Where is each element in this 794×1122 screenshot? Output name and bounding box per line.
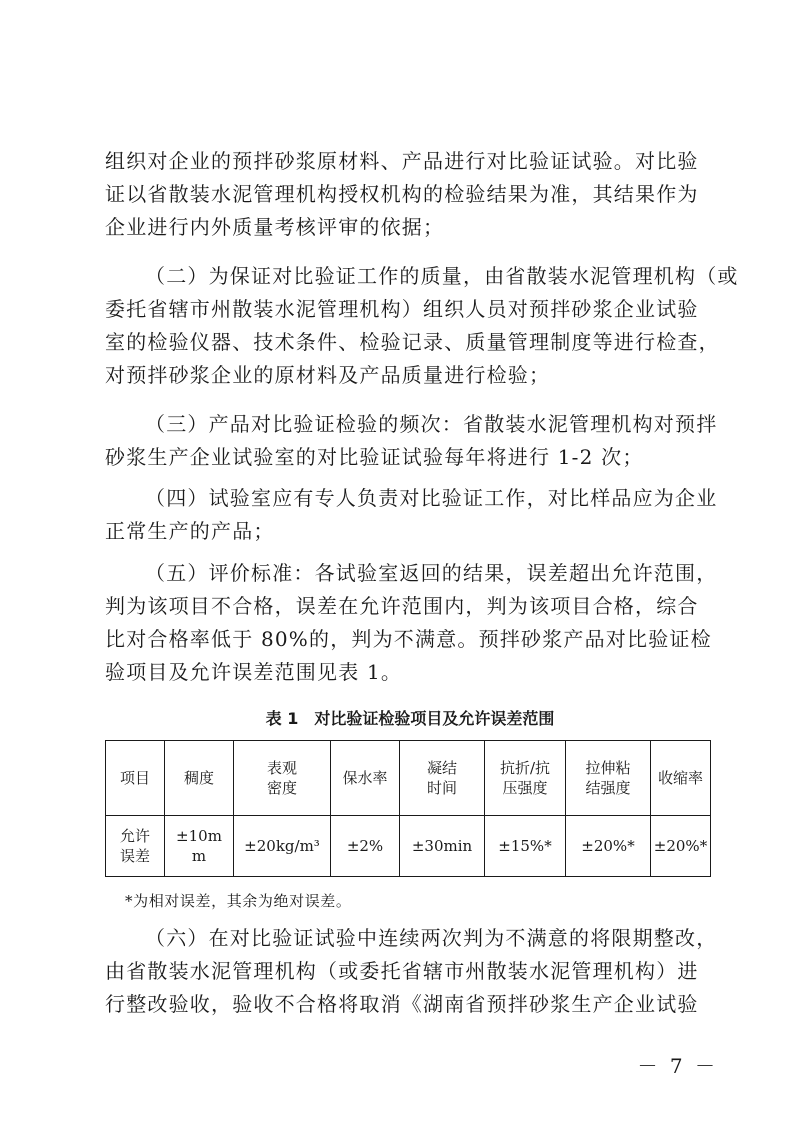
text-line: 委托省辖市州散装水泥管理机构）组织人员对预拌砂浆企业试验 [105,297,699,321]
value-cell: ±15%* [485,816,566,877]
header-cell: 凝结 时间 [400,741,485,816]
value-cell: ±20kg/m³ [234,816,331,877]
header-cell: 稠度 [165,741,234,816]
text-line: 行整改验收，验收不合格将取消《湖南省预拌砂浆生产企业试验 [105,992,699,1016]
header-cell: 抗折/抗 压强度 [485,741,566,816]
text-line: （二）为保证对比验证工作的质量，由省散装水泥管理机构（或 [145,264,739,288]
value-cell: ±20%* [651,816,711,877]
text-line: 砂浆生产企业试验室的对比验证试验每年将进行 1-2 次； [105,445,644,469]
text-line: （四）试验室应有专人负责对比验证工作，对比样品应为企业 [145,486,718,510]
header-cell: 收缩率 [651,741,711,816]
text-line: 比对合格率低于 80%的，判为不满意。预拌砂浆产品对比验证检 [105,627,712,651]
text-line: （五）评价标准：各试验室返回的结果，误差超出允许范围， [145,561,718,585]
text-line: 判为该项目不合格，误差在允许范围内，判为该项目合格，综合 [105,594,699,618]
tolerance-table [105,740,711,877]
text-line: 组织对企业的预拌砂浆原材料、产品进行对比验证试验。对比验 [105,149,699,173]
paragraph-4 [105,482,718,548]
value-cell: ±20%* [566,816,651,877]
paragraph-1 [105,145,715,244]
text-line: （三）产品对比验证检验的频次：省散装水泥管理机构对预拌 [145,412,718,436]
header-cell: 表观 密度 [234,741,331,816]
header-cell: 拉伸粘 结强度 [566,741,651,816]
value-cell: ±10m m [165,816,234,877]
value-cell: ±2% [331,816,400,877]
paragraph-5 [105,557,718,689]
text-line: 正常生产的产品； [105,519,275,543]
page-number: － 7 － [637,1054,718,1078]
table-note: *为相对误差，其余为绝对误差。 [125,892,352,910]
row-label-cell: 允许 误差 [106,816,165,877]
text-line: 室的检验仪器、技术条件、检验记录、质量管理制度等进行检查， [105,330,720,354]
text-line: （六）在对比验证试验中连续两次判为不满意的将限期整改， [145,926,718,950]
paragraph-6 [105,922,718,1021]
table-header-row [106,741,711,816]
header-cell: 项目 [106,741,165,816]
table-caption: 表 1 对比验证检验项目及允许误差范围 [265,709,555,728]
text-line: 验项目及允许误差范围见表 1。 [105,660,403,684]
paragraph-2 [105,260,739,392]
text-line: 由省散装水泥管理机构（或委托省辖市州散装水泥管理机构）进 [105,959,699,983]
table-row [106,816,711,877]
text-line: 对预拌砂浆企业的原材料及产品质量进行检验； [105,363,551,387]
value-cell: ±30min [400,816,485,877]
paragraph-3 [105,408,718,474]
text-line: 企业进行内外质量考核评审的依据； [105,215,445,239]
header-cell: 保水率 [331,741,400,816]
text-line: 证以省散装水泥管理机构授权机构的检验结果为准，其结果作为 [105,182,699,206]
